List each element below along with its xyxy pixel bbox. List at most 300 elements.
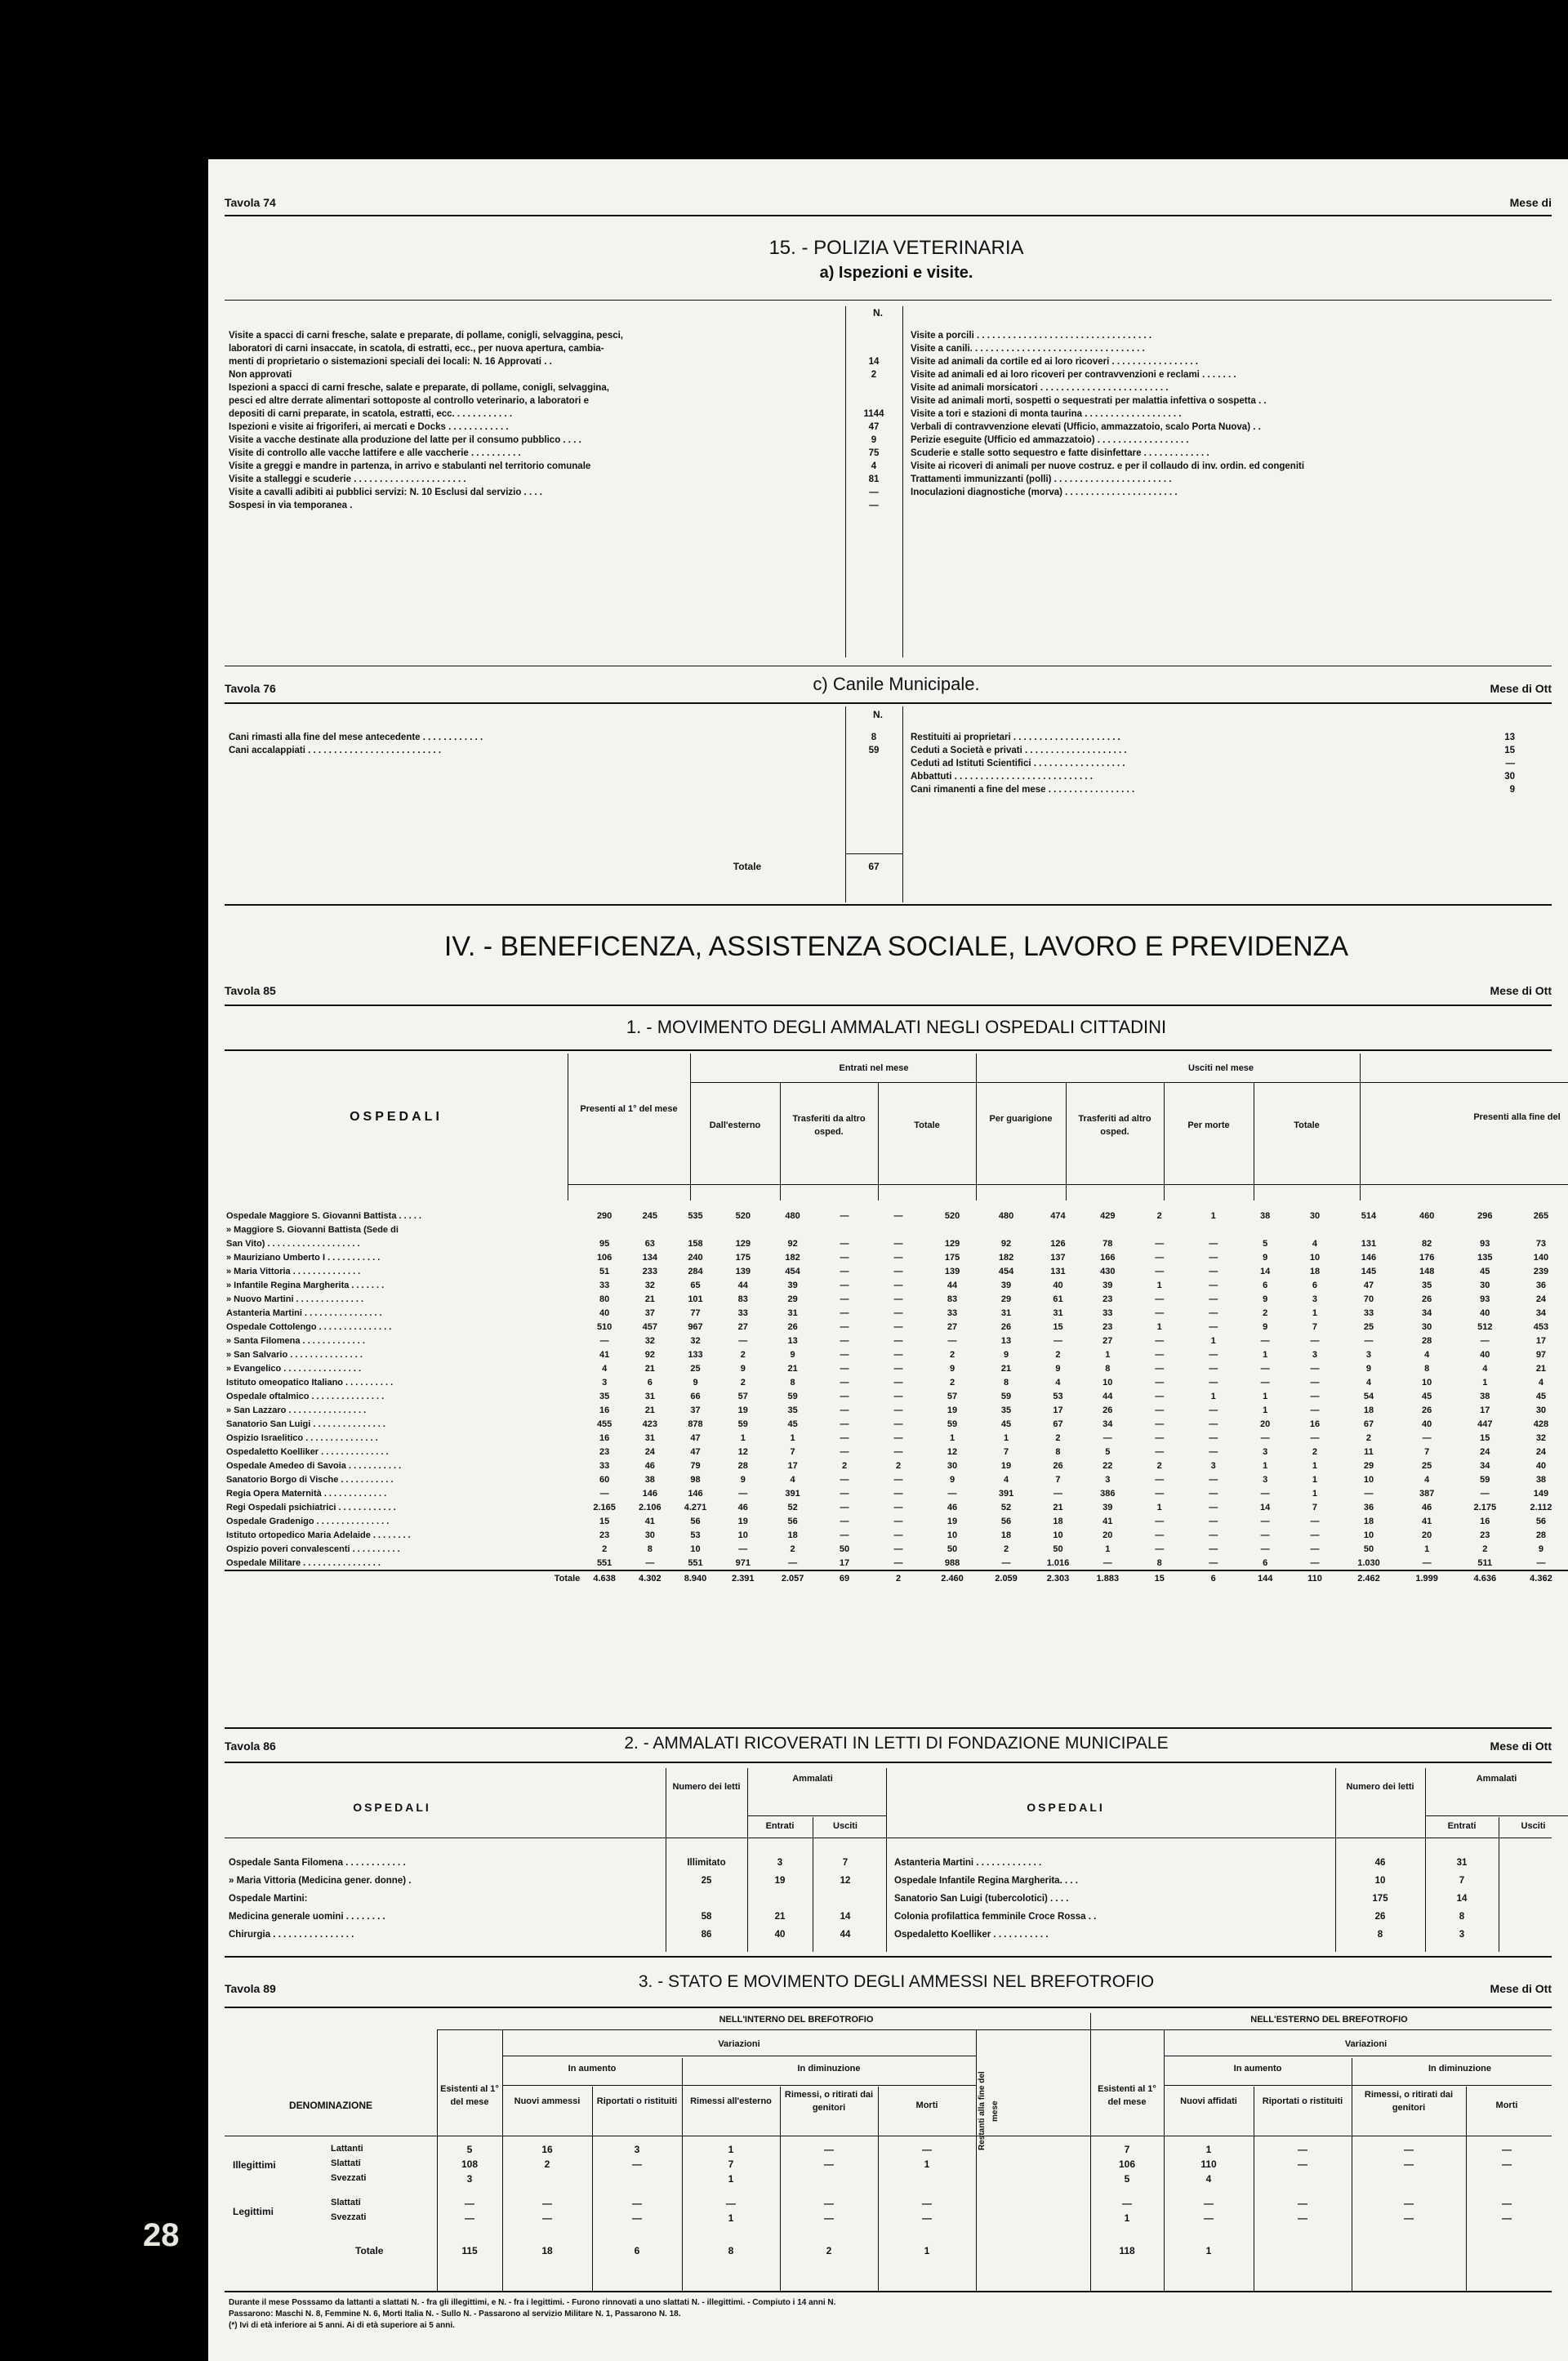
cell: 10 (1309, 1252, 1321, 1263)
cell: — (1155, 1488, 1165, 1499)
cell: — (1209, 1516, 1218, 1526)
cell: 37 (690, 1405, 701, 1415)
cell: 2.106 (639, 1502, 662, 1512)
cell: — (1310, 1557, 1320, 1568)
cell: — (893, 1363, 903, 1374)
cell: 2 (1156, 1210, 1162, 1221)
cell: 82 (1422, 1238, 1432, 1249)
cell: 129 (735, 1238, 751, 1249)
row-group-label: Illegittimi (233, 2159, 276, 2171)
cell: 56 (1535, 1516, 1547, 1526)
cell: 4 (790, 1474, 795, 1485)
cell: 146 (642, 1488, 657, 1499)
cell: 39 (787, 1280, 798, 1290)
t3-rimessi: Rimessi all'esterno (690, 2096, 772, 2106)
t3-morti: Morti (915, 2100, 938, 2110)
t3-riportati-ext: Riportati o ristituiti (1262, 2096, 1343, 2106)
cell: — (893, 1502, 903, 1512)
cell: 9 (693, 1377, 698, 1388)
cell: 17 (1535, 1335, 1547, 1346)
cell: 3 (466, 2173, 473, 2185)
list-item: Visite ad animali da cortile ed ai loro ricoveri . . . . . . . . . . . . . . . . . (911, 357, 1198, 367)
cell: — (1480, 1335, 1490, 1346)
row-sub-label: Svezzati (331, 2212, 367, 2222)
table-row (225, 1459, 1568, 1472)
cell: 3 (1105, 1474, 1111, 1485)
cell: 21 (1053, 1502, 1063, 1512)
cell: 878 (688, 1419, 703, 1429)
cell: 7 (728, 2158, 734, 2170)
cell: 387 (1419, 1488, 1435, 1499)
cell: 27 (947, 1321, 958, 1332)
list-item-value: 15 (1504, 746, 1515, 755)
table-1-header (225, 1054, 1568, 1201)
cell: — (1155, 1446, 1165, 1457)
cell: 35 (1000, 1405, 1012, 1415)
cell: 2 (895, 1460, 902, 1471)
cell: 9 (1263, 1252, 1268, 1263)
cell: 423 (642, 1419, 657, 1429)
cell: 3 (777, 1858, 783, 1868)
cell: 10 (737, 1530, 748, 1540)
cell: 46 (1374, 1858, 1386, 1868)
cell: 131 (1050, 1266, 1066, 1276)
cell: — (1204, 2198, 1214, 2209)
list-item (911, 783, 1515, 796)
cell: 19 (1000, 1460, 1012, 1471)
cell (1187, 1223, 1241, 1236)
list-item: Visite ad animali morsicatori . . . . . . . . . . . . . . . . . . . . . . . . . (911, 383, 1169, 393)
cell: 386 (1100, 1488, 1116, 1499)
cell: — (1310, 1391, 1320, 1401)
cell: 145 (1361, 1266, 1377, 1276)
cell: 31 (644, 1391, 655, 1401)
cell: — (893, 1557, 903, 1568)
cell: 30 (1535, 1405, 1547, 1415)
table-row (225, 1486, 1568, 1500)
row-label: Regia Opera Maternità . . . . . . . . . . . . . (226, 1488, 387, 1499)
cell: — (893, 1530, 903, 1540)
cell: 428 (1533, 1419, 1549, 1429)
cell: 44 (840, 1930, 851, 1940)
cell: 38 (644, 1474, 655, 1485)
cell: — (824, 2144, 834, 2155)
cell: 44 (947, 1280, 958, 1290)
cell: — (1209, 1544, 1218, 1554)
cell: 2 (1365, 1432, 1372, 1443)
cell: 59 (1480, 1474, 1490, 1485)
cell: — (1260, 1530, 1270, 1540)
list-value (849, 381, 898, 394)
cell: Illimitato (687, 1858, 726, 1868)
cell: 45 (1480, 1266, 1490, 1276)
cell: — (893, 1391, 903, 1401)
cell: — (465, 2212, 474, 2224)
row-label: » Maggiore S. Giovanni Battista (Sede di (226, 1224, 399, 1235)
cell: — (824, 2212, 834, 2224)
t3-variazioni-ext: Variazioni (1344, 2039, 1388, 2049)
cell: — (1209, 1530, 1218, 1540)
cell: — (1310, 1335, 1320, 1346)
cell: Ospedale Infantile Regina Margherita. . . . (894, 1876, 1078, 1886)
cell: 7 (1424, 1446, 1430, 1457)
cell: 37 (644, 1307, 655, 1318)
cell: — (840, 1363, 849, 1374)
cell: 429 (1100, 1210, 1116, 1221)
tavola-rule (225, 1005, 1552, 1006)
cell: — (738, 1335, 748, 1346)
list-value: 59 (868, 746, 880, 755)
cell: — (1310, 1377, 1320, 1388)
col-divider (845, 306, 846, 657)
hospital-table (225, 1209, 1568, 1585)
list-item-value: — (1505, 759, 1515, 768)
cell: 7 (1312, 1502, 1318, 1512)
row-label: Astanteria Martini . . . . . . . . . . . . . . . . (226, 1307, 382, 1318)
cell: 1 (790, 1432, 795, 1443)
list-item: Visite ad animali ed ai loro ricoveri per contravvenzioni e reclami . . . . . . . (911, 370, 1236, 380)
col-dall-esterno: Dall'esterno (709, 1120, 761, 1130)
list-item: Perizie eseguite (Ufficio ed ammazzatoio) . . . . . . . . . . . . . . . . . . (911, 435, 1189, 445)
list-item: Visite a stalleggi e scuderie . . . . . . . . . . . . . . . . . . . . . . (229, 474, 466, 484)
cell: — (922, 2198, 932, 2209)
cell: — (1260, 1363, 1270, 1374)
cell: 27 (737, 1321, 748, 1332)
cell: 148 (1419, 1266, 1435, 1276)
t2-left-names (229, 1854, 662, 1944)
tavola-label: Tavola 76 (225, 682, 276, 695)
cell: 22 (1102, 1460, 1113, 1471)
cell: 6 (1312, 1280, 1318, 1290)
t2-left-entrati (747, 1854, 813, 1944)
cell: 47 (1363, 1280, 1374, 1290)
cell: 29 (787, 1294, 798, 1304)
cell: 1.016 (1046, 1557, 1070, 1568)
cell: 16 (541, 2144, 553, 2155)
cell: 110 (1307, 1573, 1322, 1584)
header-rule (225, 215, 1552, 216)
cell: 26 (1422, 1405, 1432, 1415)
list-item (911, 757, 1515, 770)
cell: 10 (1102, 1377, 1113, 1388)
cell: 40 (1053, 1280, 1063, 1290)
cell: 17 (787, 1460, 798, 1471)
cell: 50 (947, 1544, 958, 1554)
cell: Ospedaletto Koelliker . . . . . . . . . . . (894, 1930, 1049, 1940)
cell: 19 (947, 1405, 958, 1415)
cell: — (1155, 1516, 1165, 1526)
cell: 4 (1312, 1238, 1318, 1249)
totale-cell: 118 (1119, 2245, 1135, 2256)
row-label: » Maria Vittoria . . . . . . . . . . . . . . (226, 1266, 361, 1276)
row-label: » Evangelico . . . . . . . . . . . . . . . . (226, 1363, 362, 1374)
t2-left-usciti (813, 1854, 878, 1944)
table-row (225, 1514, 1568, 1528)
cell: 21 (644, 1294, 655, 1304)
t2-right-numeri (1335, 1854, 1425, 1944)
cell: 59 (1000, 1391, 1012, 1401)
cell: — (893, 1544, 903, 1554)
cell: 9 (1365, 1363, 1372, 1374)
cell: — (893, 1307, 903, 1318)
cell: — (1209, 1349, 1218, 1360)
footnote: (*) Ivi di età inferiore ai 5 anni. Ai di età superiore ai 5 anni. (229, 2321, 455, 2330)
t2-col-ospedali-right: OSPEDALI (1027, 1801, 1105, 1814)
col-usciti: Usciti nel mese (1187, 1063, 1254, 1073)
cell: Chirurgia . . . . . . . . . . . . . . . . (229, 1930, 354, 1940)
cell: 290 (596, 1210, 612, 1221)
cell: 61 (1053, 1294, 1063, 1304)
cell: 9 (1055, 1363, 1061, 1374)
col-divider (845, 706, 846, 902)
cell (581, 1223, 627, 1236)
cell: 45 (787, 1419, 798, 1429)
cell: 1 (728, 2144, 734, 2155)
canile-title: c) Canile Municipale. (813, 674, 980, 694)
cell: 92 (1000, 1238, 1012, 1249)
cell: 9 (949, 1474, 956, 1485)
totale-cell: 18 (541, 2245, 553, 2256)
cell: 18 (1363, 1405, 1374, 1415)
cell: — (1209, 1280, 1218, 1290)
cell: 52 (787, 1502, 798, 1512)
cell: 1 (1205, 2144, 1212, 2155)
cell: 967 (688, 1321, 703, 1332)
list-item (911, 770, 1515, 783)
cell: 520 (944, 1210, 960, 1221)
cell: 50 (1053, 1544, 1063, 1554)
cell: 9 (949, 1363, 956, 1374)
list-item: Visite a cavalli adibiti ai pubblici servizi: N. 10 Esclusi dal servizio . . . . (229, 488, 542, 497)
cell: 40 (599, 1307, 610, 1318)
cell: 3 (1312, 1349, 1318, 1360)
t2-col-usciti-right: Usciti (1521, 1821, 1546, 1831)
cell: 146 (1361, 1252, 1377, 1263)
cell: 35 (787, 1405, 798, 1415)
cell: 3 (634, 2144, 640, 2155)
cell: 77 (690, 1307, 701, 1318)
cell: 21 (644, 1405, 655, 1415)
cell: 7 (790, 1446, 795, 1457)
cell: — (1209, 1321, 1218, 1332)
list-item (911, 731, 1515, 744)
cell: 149 (1533, 1488, 1549, 1499)
cell: — (893, 1321, 903, 1332)
row-sub-label: Slattati (331, 2198, 361, 2207)
table-row (225, 1250, 1568, 1264)
cell: 19 (774, 1876, 786, 1886)
cell (673, 1223, 719, 1236)
cell: Sanatorio San Luigi (tubercolotici) . . . . (894, 1894, 1069, 1904)
tavola-label: Tavola 89 (225, 1982, 276, 1995)
list-item: Verbali di contravvenzione elevati (Ufficio, ammazzatoio, scalo Porta Nuova) . . (911, 422, 1261, 432)
cell: 33 (1363, 1307, 1374, 1318)
cell: 3 (1210, 1460, 1216, 1471)
cell: 20 (1102, 1530, 1113, 1540)
cell: 175 (735, 1252, 751, 1263)
cell: — (1155, 1544, 1165, 1554)
cell: 25 (1363, 1321, 1374, 1332)
cell: — (1209, 1266, 1218, 1276)
cell: 93 (1480, 1294, 1490, 1304)
col-totale-entrati: Totale (914, 1120, 940, 1130)
row-sub-label: Slattati (331, 2158, 361, 2168)
cell: 1 (1424, 1544, 1430, 1554)
cell: — (1209, 1252, 1218, 1263)
cell: 8 (1003, 1377, 1009, 1388)
cell: 460 (1419, 1210, 1435, 1221)
list-item: Scuderie e stalle sotto sequestro e fatte disinfettare . . . . . . . . . . . . . (911, 448, 1209, 458)
cell: 10 (1363, 1474, 1374, 1485)
cell: 46 (737, 1502, 748, 1512)
cell (813, 1890, 878, 1908)
cell: 2.059 (995, 1573, 1018, 1584)
cell (768, 1223, 817, 1236)
cell: 33 (599, 1280, 610, 1290)
row-group-label: Legittimi (233, 2206, 274, 2217)
n-label: N. (873, 307, 883, 319)
cell: 2 (949, 1377, 956, 1388)
cell: 4 (1055, 1377, 1061, 1388)
col-presenti-inizio: Presenti al 1° del mese (580, 1104, 678, 1114)
cell: 2 (602, 1544, 608, 1554)
tavola-85-header (225, 984, 1552, 997)
cell: — (1155, 1266, 1165, 1276)
cell: 58 (701, 1912, 712, 1922)
table-3-title: 3. - STATO E MOVIMENTO DEGLI AMMESSI NEL BREFOTROFIO (638, 1972, 1155, 1991)
cell: 28 (1422, 1335, 1432, 1346)
list-value: 8 (871, 733, 877, 742)
table-row (225, 1417, 1568, 1431)
cell: 44 (737, 1280, 748, 1290)
cell: 10 (1374, 1876, 1386, 1886)
cell: 33 (1102, 1307, 1113, 1318)
table-row (225, 1445, 1568, 1459)
cell: 182 (785, 1252, 800, 1263)
cell: — (1209, 1502, 1218, 1512)
table-row (225, 1320, 1568, 1334)
cell: 31 (644, 1432, 655, 1443)
cell: — (840, 1391, 849, 1401)
cell: 551 (596, 1557, 612, 1568)
cell: 31 (1053, 1307, 1063, 1318)
cell: 1 (924, 2158, 930, 2170)
cell: 4.362 (1530, 1573, 1552, 1584)
col-ospedali: OSPEDALI (350, 1110, 443, 1124)
t2-right-names (894, 1854, 1331, 1944)
cell: 5 (1124, 2173, 1130, 2185)
cell: 1 (1312, 1488, 1318, 1499)
cell: 8 (1055, 1446, 1061, 1457)
cell: — (1310, 1530, 1320, 1540)
cell: — (1298, 2212, 1307, 2224)
t2-right-entrati (1425, 1854, 1499, 1944)
cell: 24 (1535, 1446, 1547, 1457)
table-row (225, 1431, 1568, 1445)
cell: — (1364, 1488, 1374, 1499)
table-row (225, 1403, 1568, 1417)
cell (1456, 1223, 1514, 1236)
cell: 21 (1535, 1363, 1547, 1374)
cell: 9 (1538, 1544, 1544, 1554)
cell: 2.303 (1046, 1573, 1070, 1584)
table-row (225, 1556, 1568, 1570)
cell: 26 (1053, 1460, 1063, 1471)
cell: 45 (1422, 1391, 1432, 1401)
table-row (225, 1334, 1568, 1348)
t2-col-ospedali-left: OSPEDALI (353, 1801, 431, 1814)
section-15-right-list (911, 329, 1515, 499)
row-label: » Santa Filomena . . . . . . . . . . . . . (226, 1335, 365, 1346)
cell: 1 (949, 1432, 956, 1443)
cell: 140 (1533, 1252, 1549, 1263)
cell: 40 (1480, 1307, 1490, 1318)
cell: 18 (1363, 1516, 1374, 1526)
cell: 17 (839, 1557, 850, 1568)
cell: 2 (740, 1349, 746, 1360)
cell: — (1053, 1335, 1062, 1346)
cell: 93 (1480, 1238, 1490, 1249)
list-item-label: Ceduti a Società e privati . . . . . . . . . . . . . . . . . . . . (911, 746, 1127, 755)
cell: — (1102, 1557, 1112, 1568)
cell: — (1310, 1544, 1320, 1554)
t3-diminuzione-ext: In diminuzione (1428, 2064, 1491, 2074)
cell: 59 (737, 1419, 748, 1429)
cell: — (1422, 1432, 1432, 1443)
totale-cell: 115 (461, 2245, 478, 2256)
list-value: — (869, 501, 879, 510)
cell: — (1298, 2144, 1307, 2155)
t3-interno: NELL'INTERNO DEL BREFOTROFIO (719, 2015, 874, 2025)
table-row (225, 1361, 1568, 1375)
cell: 36 (1535, 1280, 1547, 1290)
cell: 92 (787, 1238, 798, 1249)
t3-aumento: In aumento (568, 2064, 617, 2074)
col-totale-usciti: Totale (1294, 1120, 1320, 1130)
row-label: Istituto ortopedico Maria Adelaide . . . . . . . . (226, 1530, 411, 1540)
cell: 2 (1263, 1307, 1268, 1318)
cell: 9 (740, 1474, 746, 1485)
cell: 10 (947, 1530, 958, 1540)
cell: — (599, 1488, 609, 1499)
list-item: Cani accalappiati . . . . . . . . . . . . . . . . . . . . . . . . . . (229, 746, 442, 755)
cell: 158 (688, 1238, 703, 1249)
cell: 1 (1105, 1349, 1111, 1360)
cell: 10 (1422, 1377, 1432, 1388)
cell: 10 (1053, 1530, 1063, 1540)
cell: 41 (599, 1349, 610, 1360)
cell: 13 (787, 1335, 798, 1346)
canile-right-list (911, 731, 1515, 796)
list-value (849, 329, 898, 342)
cell: 126 (1050, 1238, 1066, 1249)
cell: Ospedale Martini: (229, 1894, 308, 1904)
list-item: Trattamenti immunizzanti (polli) . . . . . . . . . . . . . . . . . . . . . . . (911, 474, 1172, 484)
cell: 39 (1000, 1280, 1012, 1290)
cell: — (1209, 1432, 1218, 1443)
cell: 79 (690, 1460, 701, 1471)
cell: 30 (1480, 1280, 1490, 1290)
totale-cell: 8 (728, 2245, 734, 2256)
table-row (225, 1264, 1568, 1278)
cell: 2.391 (732, 1573, 755, 1584)
cell: — (840, 1252, 849, 1263)
cell: — (840, 1210, 849, 1221)
cell: 54 (1363, 1391, 1374, 1401)
cell: 1 (728, 2212, 734, 2224)
cell: 26 (1102, 1405, 1113, 1415)
cell: 2 (790, 1544, 795, 1554)
